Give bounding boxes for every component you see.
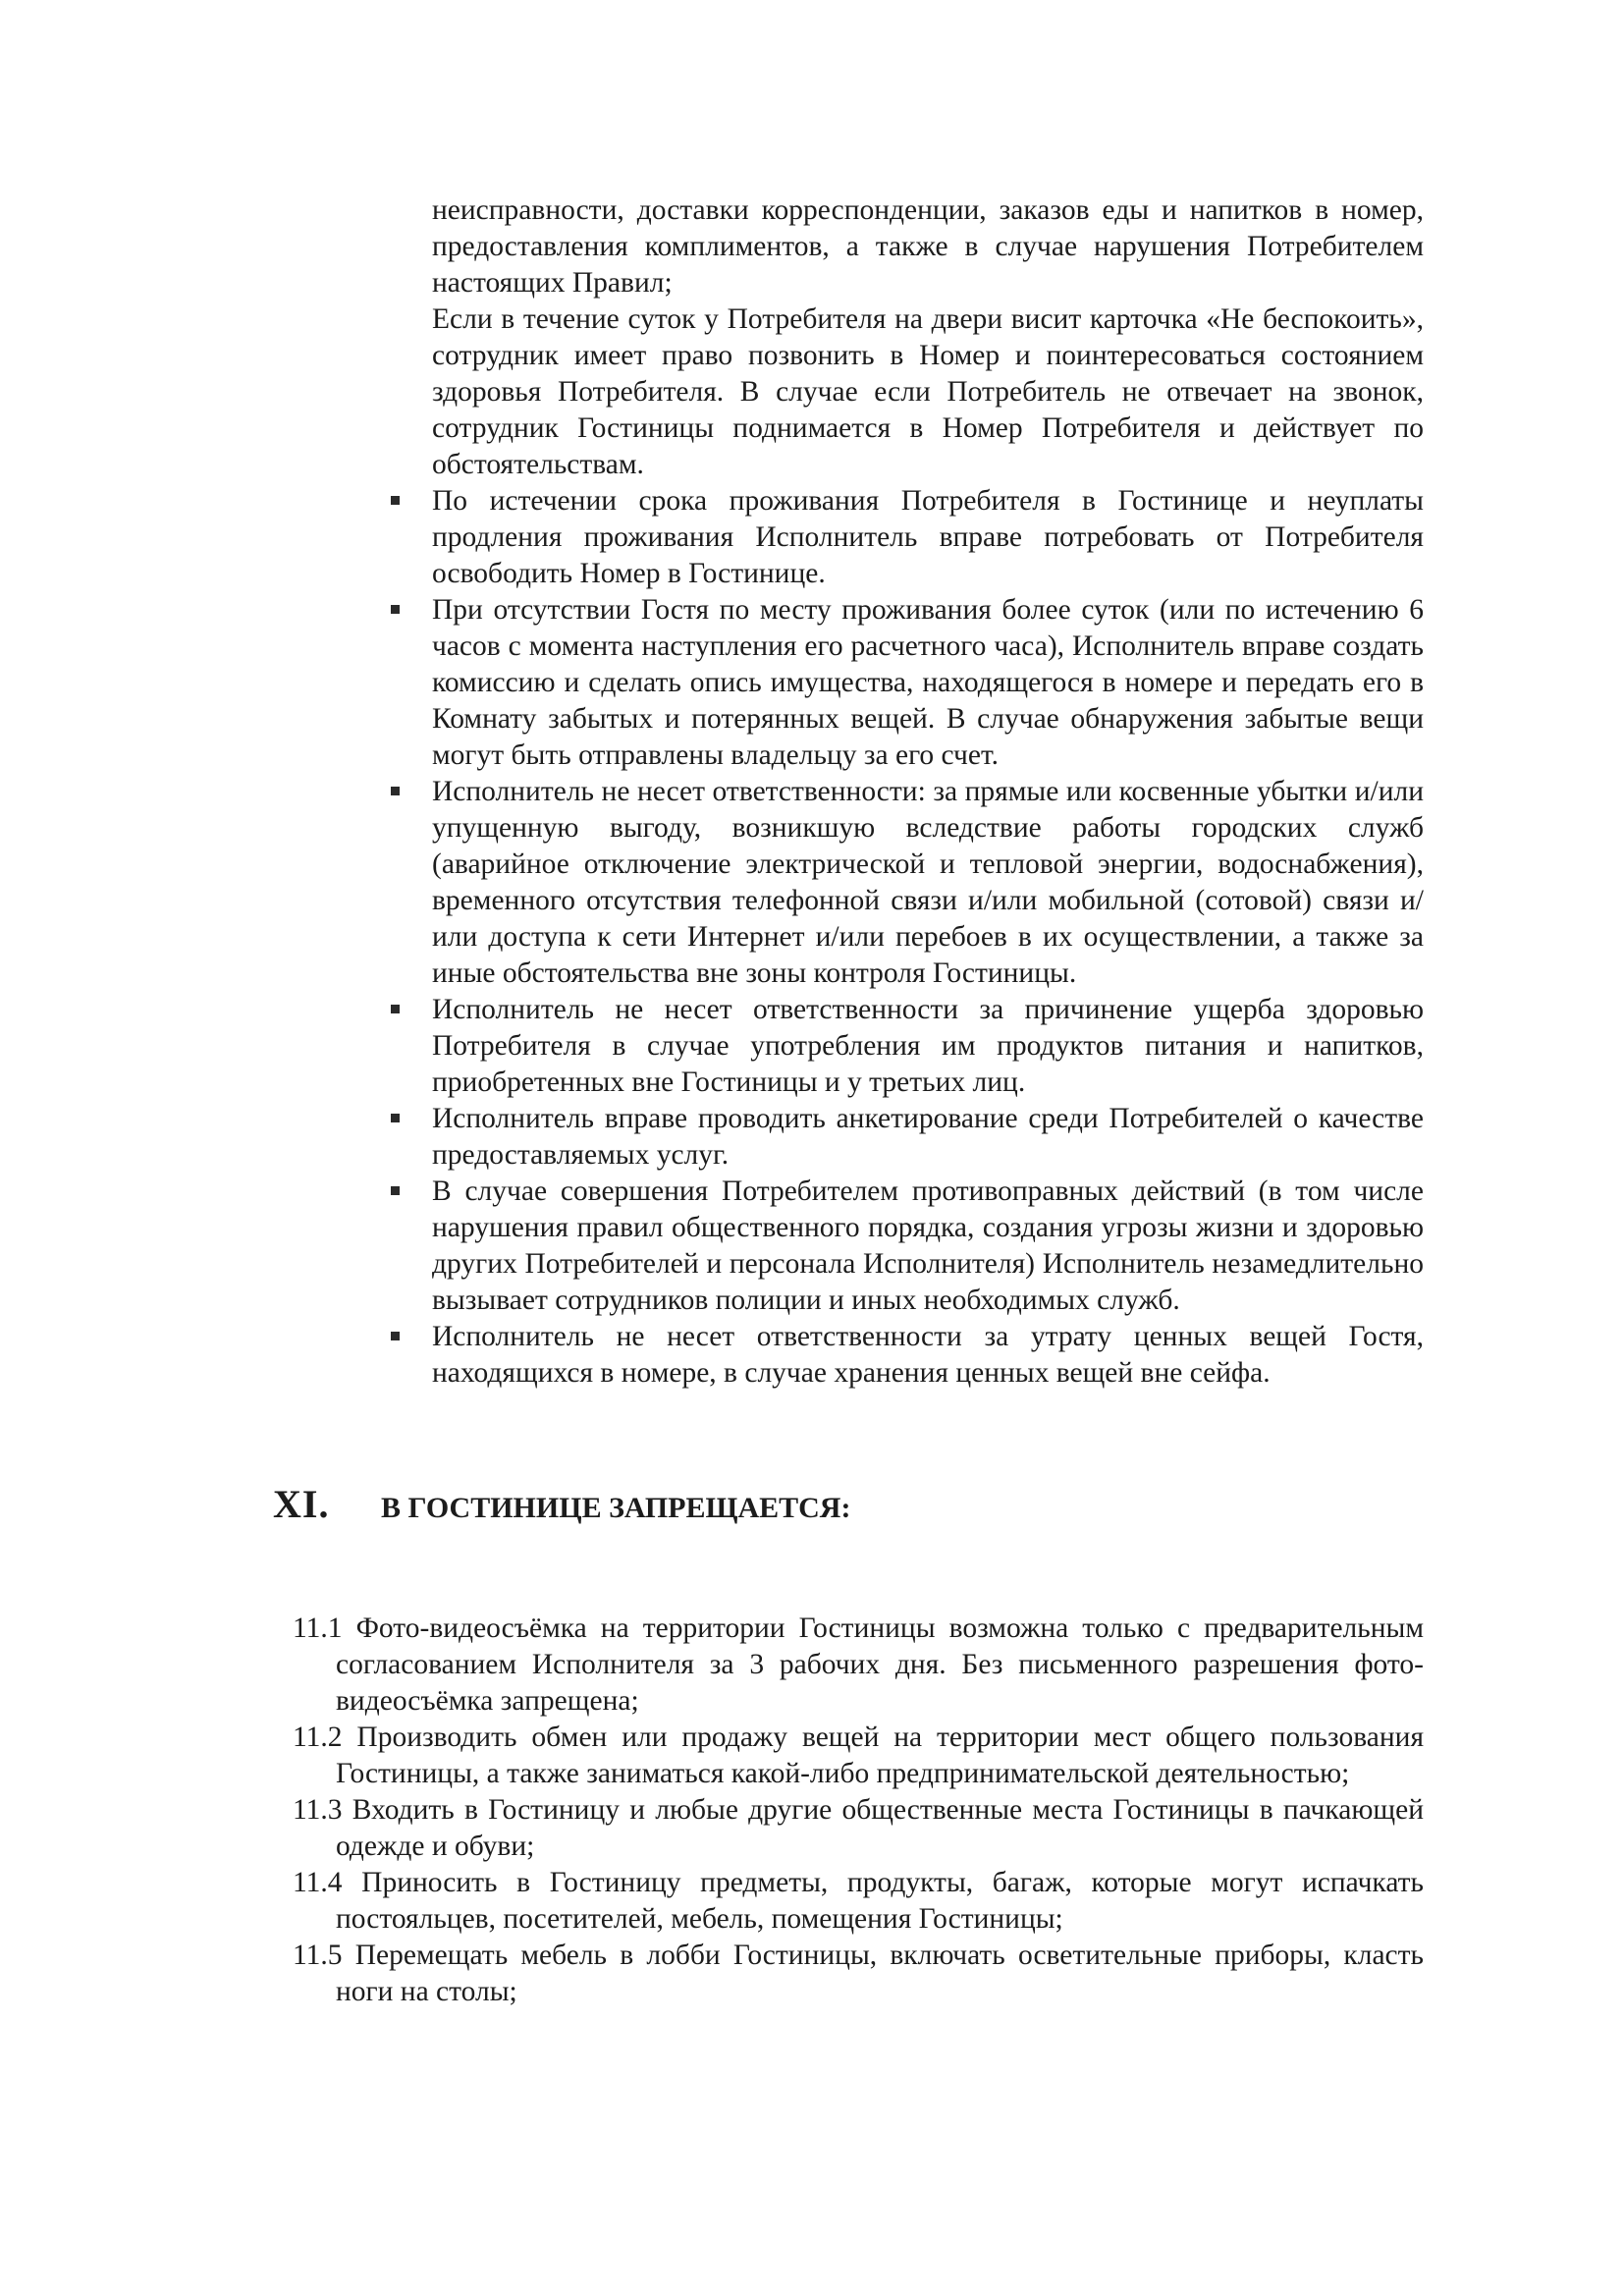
item-text: Приносить в Гостиницу предметы, продукты, багаж, которые могут испачкать постояльцев, посетителей, мебель, помещения Гостиницы; — [336, 1867, 1424, 1935]
bullet-text: По истечении срока проживания Потребителя в Гостинице и неуплаты продления проживания Исполнитель вправе потребовать от Потребителя освободить Номер в Гостинице. — [432, 485, 1424, 589]
square-bullet-icon — [391, 1005, 400, 1013]
square-bullet-icon — [391, 1114, 400, 1122]
list-item — [432, 592, 1424, 774]
bullet-text: В случае совершения Потребителем противоправных действий (в том числе нарушения правил общественного порядка, создания угрозы жизни и здоровью других Потребителей и персонала Исполнителя) Исполнитель незамедлительно вызывает сотрудников полиции и иных необходимых служб. — [432, 1175, 1424, 1316]
bullet-text: Исполнитель не несет ответственности: за прямые или косвенные убытки и/или упущенную выгоду, возникшую вследствие работы городских служб (аварийное отключение электрической и тепловой энергии, водоснабжения), временного отсутствия телефонной связи и/или мобильной (сотовой) связи и/или доступа к сети Интернет и/или перебоев в их осуществлении, а также за иные обстоятельства вне зоны контроля Гостиницы. — [432, 776, 1424, 989]
intro-paragraph-2: Если в течение суток у Потребителя на двери висит карточка «Не беспокоить», сотрудник имеет право позвонить в Номер и поинтересоваться состоянием здоровья Потребителя. В случае если Потребитель не отвечает на звонок, сотрудник Гостиницы поднимается в Номер Потребителя и действует по обстоятельствам. — [432, 303, 1424, 480]
square-bullet-icon — [391, 787, 400, 795]
bullet-text: Исполнитель вправе проводить анкетирование среди Потребителей о качестве предоставляемых услуг. — [432, 1103, 1424, 1171]
section-title: В ГОСТИНИЦЕ ЗАПРЕЩАЕТСЯ: — [381, 1492, 851, 1524]
item-number: 11.5 — [293, 1940, 343, 1971]
square-bullet-icon — [391, 1186, 400, 1195]
square-bullet-icon — [391, 605, 400, 614]
section-heading — [273, 1481, 850, 1527]
rules-bullet-list — [432, 483, 1424, 1392]
bullet-text: При отсутствии Гостя по месту проживания более суток (или по истечению 6 часов с момента наступления его расчетного часа), Исполнитель вправе создать комиссию и сделать опись имущества, находящегося в номере и передать его в Комнату забытых и потерянных вещей. В случае обнаружения забытые вещи могут быть отправлены владельцу за его счет. — [432, 594, 1424, 771]
list-item — [432, 992, 1424, 1101]
list-item — [432, 1101, 1424, 1174]
list-item — [293, 1611, 1424, 1720]
list-item — [432, 483, 1424, 592]
list-item — [432, 1174, 1424, 1319]
list-item — [293, 1720, 1424, 1792]
list-item — [293, 1865, 1424, 1938]
item-number: 11.3 — [293, 1794, 343, 1826]
item-text: Перемещать мебель в лобби Гостиницы, включать осветительные приборы, класть ноги на столы; — [336, 1940, 1424, 2007]
bullet-text: Исполнитель не несет ответственности за причинение ущерба здоровью Потребителя в случае употребления им продуктов питания и напитков, приобретенных вне Гостиницы и у третьих лиц. — [432, 994, 1424, 1098]
item-number: 11.4 — [293, 1867, 343, 1898]
list-item — [293, 1792, 1424, 1865]
bullet-text: Исполнитель не несет ответственности за утрату ценных вещей Гостя, находящихся в номере, в случае хранения ценных вещей вне сейфа. — [432, 1321, 1424, 1389]
item-text: Производить обмен или продажу вещей на территории мест общего пользования Гостиницы, а также заниматься какой-либо предпринимательской деятельностью; — [336, 1722, 1425, 1789]
item-number: 11.2 — [293, 1722, 343, 1753]
square-bullet-icon — [391, 496, 400, 505]
intro-paragraph-1: неисправности, доставки корреспонденции, заказов еды и напитков в номер, предоставления комплиментов, а также в случае нарушения Потребителем настоящих Правил; — [432, 194, 1424, 299]
list-item — [432, 774, 1424, 992]
item-text: Входить в Гостиницу и любые другие общественные места Гостиницы в пачкающей одежде и обуви; — [336, 1794, 1425, 1862]
item-number: 11.1 — [293, 1613, 343, 1644]
square-bullet-icon — [391, 1332, 400, 1340]
prohibitions-list — [293, 1611, 1424, 2010]
rules-continued-block — [432, 192, 1424, 1392]
list-item — [432, 1319, 1424, 1392]
list-item — [293, 1938, 1424, 2010]
item-text: Фото-видеосъёмка на территории Гостиницы возможна только с предварительным согласованием Исполнителя за 3 рабочих дня. Без письменного разрешения фото-видеосъёмка запрещена; — [336, 1613, 1425, 1717]
section-number: XI. — [273, 1482, 330, 1526]
